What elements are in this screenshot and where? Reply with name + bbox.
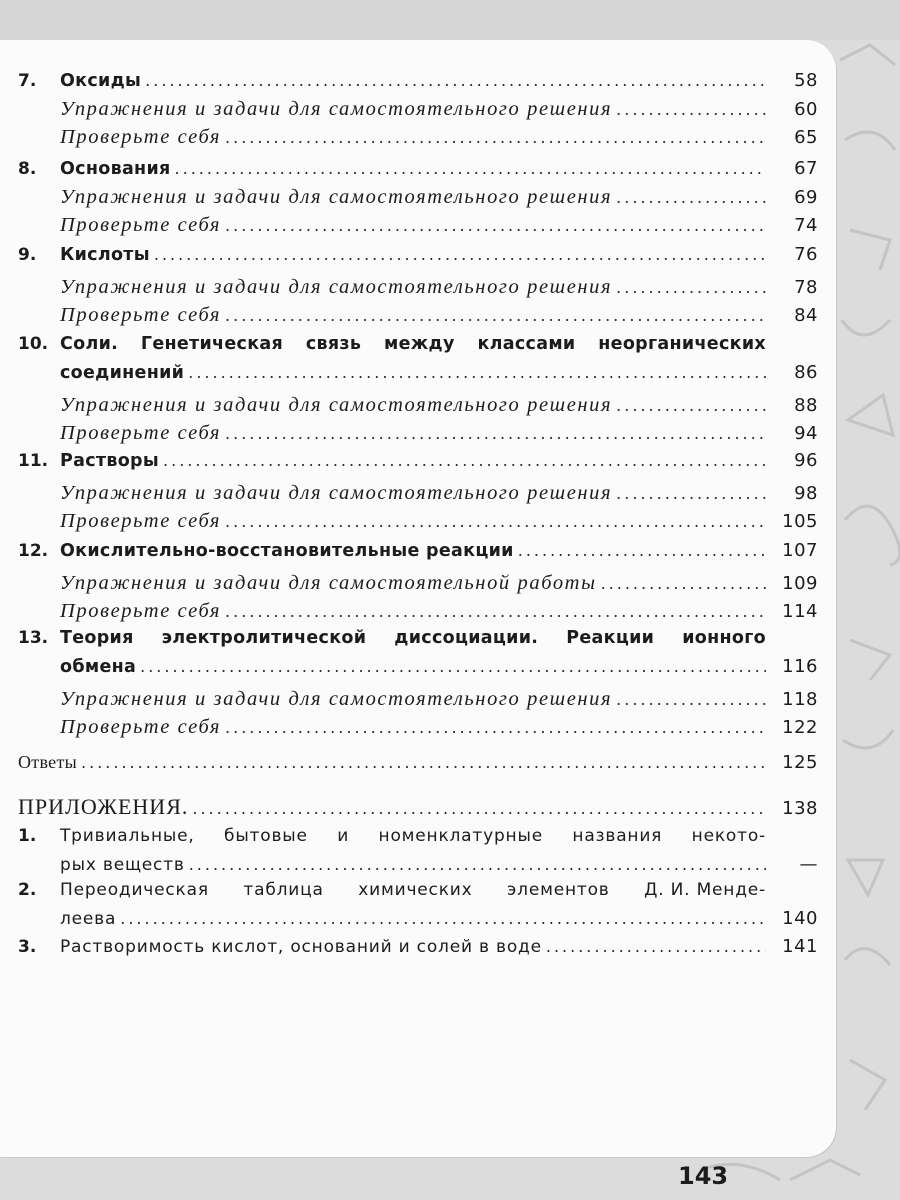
page-ref: 58 [794, 70, 818, 91]
page-ref: 98 [794, 483, 818, 504]
self-check-title: Проверьте себя [60, 600, 222, 622]
contents-card [0, 40, 836, 1157]
chapter-number: 12. [18, 541, 49, 561]
chapter-7 [18, 70, 818, 154]
appendix-1 [18, 826, 818, 882]
dot-leader [225, 512, 766, 531]
chapter-title: Кислоты [60, 245, 150, 265]
page-ref: 84 [794, 305, 818, 326]
dot-leader [225, 128, 766, 147]
page-ref: 69 [794, 187, 818, 208]
exercises-title: Упражнения и задачи для самостоятельного решения [60, 688, 613, 710]
dot-leader [163, 451, 766, 470]
title-word: Генетическая [140, 334, 284, 354]
dot-leader [175, 159, 766, 178]
chapter-11 [18, 450, 818, 538]
page-ref: 94 [794, 423, 818, 444]
chapter-title-line2: обмена [60, 657, 137, 677]
chapter-title: Основания [60, 159, 171, 179]
dot-leader [225, 306, 766, 325]
title-word: и [337, 826, 350, 846]
exercises-title: Упражнения и задачи для самостоятельного решения [60, 98, 613, 120]
chapter-number: 10. [18, 334, 49, 354]
self-check-title: Проверьте себя [60, 304, 222, 326]
page-ref: 67 [794, 158, 818, 179]
chapter-number: 11. [18, 451, 49, 471]
appendix-title-line2: леева [60, 909, 117, 929]
appendix-title-line1 [60, 880, 818, 900]
page-ref: 74 [794, 215, 818, 236]
chapter-number: 8. [18, 159, 37, 179]
page-ref: 78 [794, 277, 818, 298]
page-ref: 105 [782, 511, 818, 532]
self-check-title: Проверьте себя [60, 214, 222, 236]
page-ref: 118 [782, 689, 818, 710]
page-ref: 125 [782, 752, 818, 773]
self-check-title: Проверьте себя [60, 422, 222, 444]
title-word: связь [305, 334, 362, 354]
chapter-10 [18, 334, 818, 450]
chapter-title-line1 [60, 334, 818, 354]
page-number: 143 [678, 1162, 729, 1190]
appendix-number: 3. [18, 937, 37, 957]
appendix-title: Растворимость кислот, оснований и солей в воде [60, 937, 542, 957]
page-ref: 96 [794, 450, 818, 471]
page-ref: 138 [782, 798, 818, 819]
dot-leader [188, 363, 766, 382]
page-ref: 107 [782, 540, 818, 561]
chapter-number: 9. [18, 245, 37, 265]
title-word: Д. И. Менде- [644, 880, 766, 900]
exercises-title: Упражнения и задачи для самостоятельного решения [60, 394, 613, 416]
dot-leader [120, 909, 766, 928]
page-ref: 60 [794, 99, 818, 120]
chapter-9 [18, 244, 818, 332]
title-word: названия [572, 826, 663, 846]
title-word: Тривиальные, [60, 826, 195, 846]
appendix-number: 2. [18, 880, 37, 900]
chapter-8 [18, 158, 818, 242]
chapter-title-line1 [60, 628, 818, 648]
dot-leader [154, 245, 766, 264]
appendix-number: 1. [18, 826, 37, 846]
title-word: таблица [243, 880, 324, 900]
title-word: диссоциации. [394, 628, 539, 648]
appendices-entry [18, 794, 818, 822]
page-ref: 86 [794, 362, 818, 383]
dot-leader [225, 216, 766, 235]
appendix-2 [18, 880, 818, 936]
appendix-3 [18, 936, 818, 964]
chapter-title-line2: соединений [60, 363, 185, 383]
title-word: Соли. [60, 334, 119, 354]
exercises-title: Упражнения и задачи для самостоятельной работы [60, 572, 597, 594]
page-ref: 109 [782, 573, 818, 594]
self-check-title: Проверьте себя [60, 716, 222, 738]
dot-leader [616, 278, 766, 297]
dot-leader [189, 855, 766, 874]
page-ref: — [799, 854, 818, 875]
self-check-title: Проверьте себя [60, 510, 222, 532]
dot-leader [225, 602, 766, 621]
dot-leader [616, 484, 766, 503]
dot-leader [140, 657, 766, 676]
appendix-title-line1 [60, 826, 818, 846]
appendix-title-line2: рых веществ [60, 855, 185, 875]
dot-leader [616, 690, 766, 709]
title-word: Переодическая [60, 880, 209, 900]
answers-entry [18, 752, 818, 780]
dot-leader [546, 937, 766, 956]
dot-leader [145, 71, 766, 90]
page-ref: 122 [782, 717, 818, 738]
chapter-title: Растворы [60, 451, 160, 471]
page-ref: 65 [794, 127, 818, 148]
exercises-title: Упражнения и задачи для самостоятельного решения [60, 276, 613, 298]
title-word: химических [358, 880, 473, 900]
dot-leader [225, 718, 766, 737]
chapter-number: 7. [18, 71, 37, 91]
page-ref: 116 [782, 656, 818, 677]
dot-leader [192, 799, 766, 818]
page-ref: 88 [794, 395, 818, 416]
page-ref: 141 [782, 936, 818, 957]
answers-title: Ответы [18, 752, 78, 772]
title-word: Реакции [566, 628, 655, 648]
title-word: элементов [507, 880, 610, 900]
dot-leader [616, 100, 766, 119]
chapter-12 [18, 540, 818, 628]
chapter-number: 13. [18, 628, 49, 648]
title-word: между [384, 334, 455, 354]
title-word: неорганических [598, 334, 766, 354]
dot-leader [601, 574, 766, 593]
page-ref: 114 [782, 601, 818, 622]
dot-leader [616, 188, 766, 207]
chapter-title: Оксиды [60, 71, 142, 91]
dot-leader [518, 541, 766, 560]
dot-leader [616, 396, 766, 415]
page-ref: 76 [794, 244, 818, 265]
title-word: электролитической [161, 628, 367, 648]
title-word: Теория [60, 628, 134, 648]
chapter-title: Окислительно-восстановительные реакции [60, 541, 514, 561]
self-check-title: Проверьте себя [60, 126, 222, 148]
title-word: ионного [682, 628, 766, 648]
page-ref: 140 [782, 908, 818, 929]
exercises-title: Упражнения и задачи для самостоятельного решения [60, 482, 613, 504]
title-word: бытовые [224, 826, 308, 846]
appendices-title: ПРИЛОЖЕНИЯ. [18, 794, 189, 819]
dot-leader [225, 424, 766, 443]
exercises-title: Упражнения и задачи для самостоятельного решения [60, 186, 613, 208]
title-word: некото- [691, 826, 766, 846]
title-word: классами [477, 334, 576, 354]
dot-leader [81, 753, 766, 772]
chapter-13 [18, 628, 818, 744]
title-word: номенклатурные [378, 826, 543, 846]
